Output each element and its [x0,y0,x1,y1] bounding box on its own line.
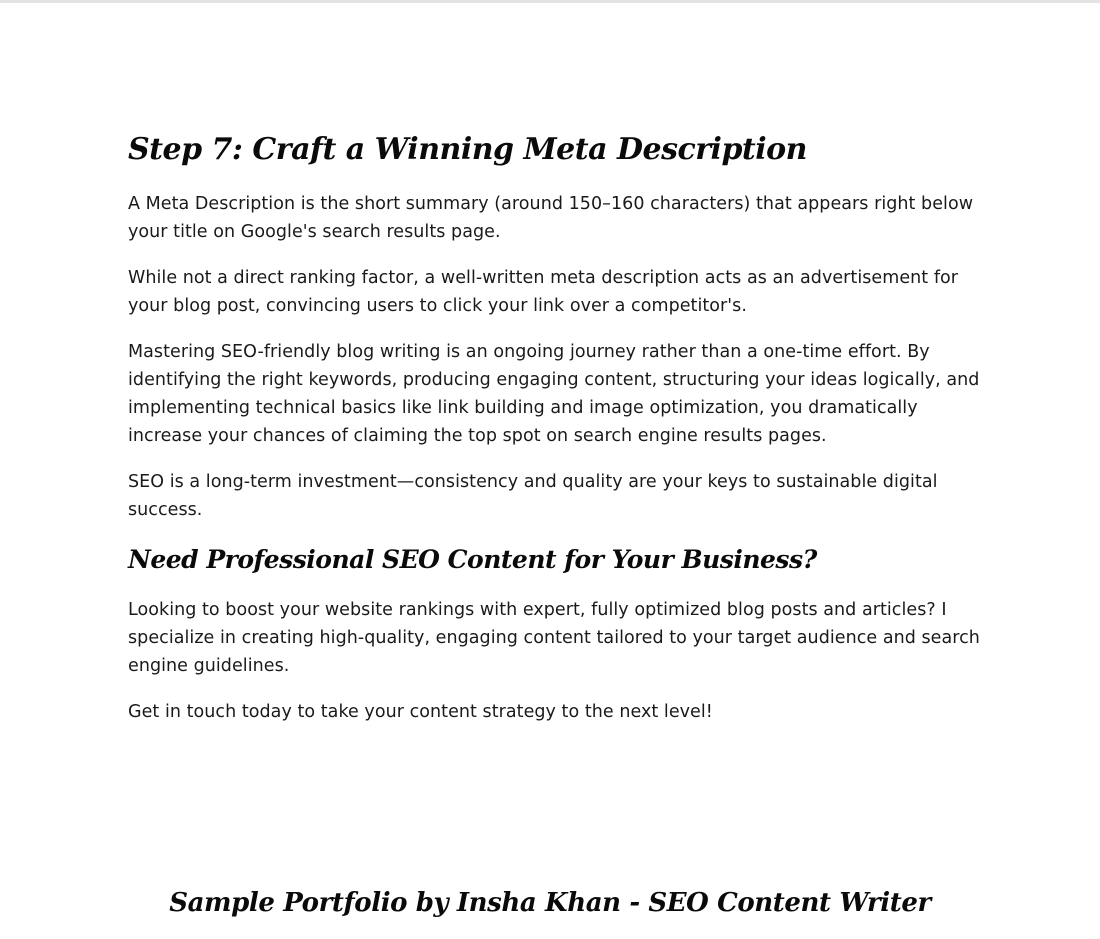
conclusion-paragraph-2: SEO is a long-term investment—consistency and quality are your keys to sustainable digital success. [128,472,938,520]
article-body [128,128,988,744]
step7-paragraph-2: While not a direct ranking factor, a well-written meta description acts as an advertisement for your blog post, convincing users to click your link over a competitor's. [128,268,959,316]
step7-heading: Step 7: Craft a Winning Meta Description [128,132,807,167]
conclusion-paragraph-1: Mastering SEO-friendly blog writing is an ongoing journey rather than a one-time effort. By identifying the right keywords, producing engaging content, structuring your ideas logically, and implementing technical basics like link building and image optimization, you dramatically increase your chances of claiming the top spot on search engine results pages. [128,342,980,446]
cta-paragraph-2: Get in touch today to take your content strategy to the next level! [128,702,713,722]
portfolio-footer: Sample Portfolio by Insha Khan - SEO Content Writer [169,888,931,918]
cta-heading: Need Professional SEO Content for Your Business? [128,545,817,574]
cta-paragraph-1: Looking to boost your website rankings with expert, fully optimized blog posts and articles? I specialize in creating high-quality, engaging content tailored to your target audience and search engine guidelines. [128,600,980,676]
step7-paragraph-1: A Meta Description is the short summary (around 150–160 characters) that appears right below your title on Google's search results page. [128,194,974,242]
